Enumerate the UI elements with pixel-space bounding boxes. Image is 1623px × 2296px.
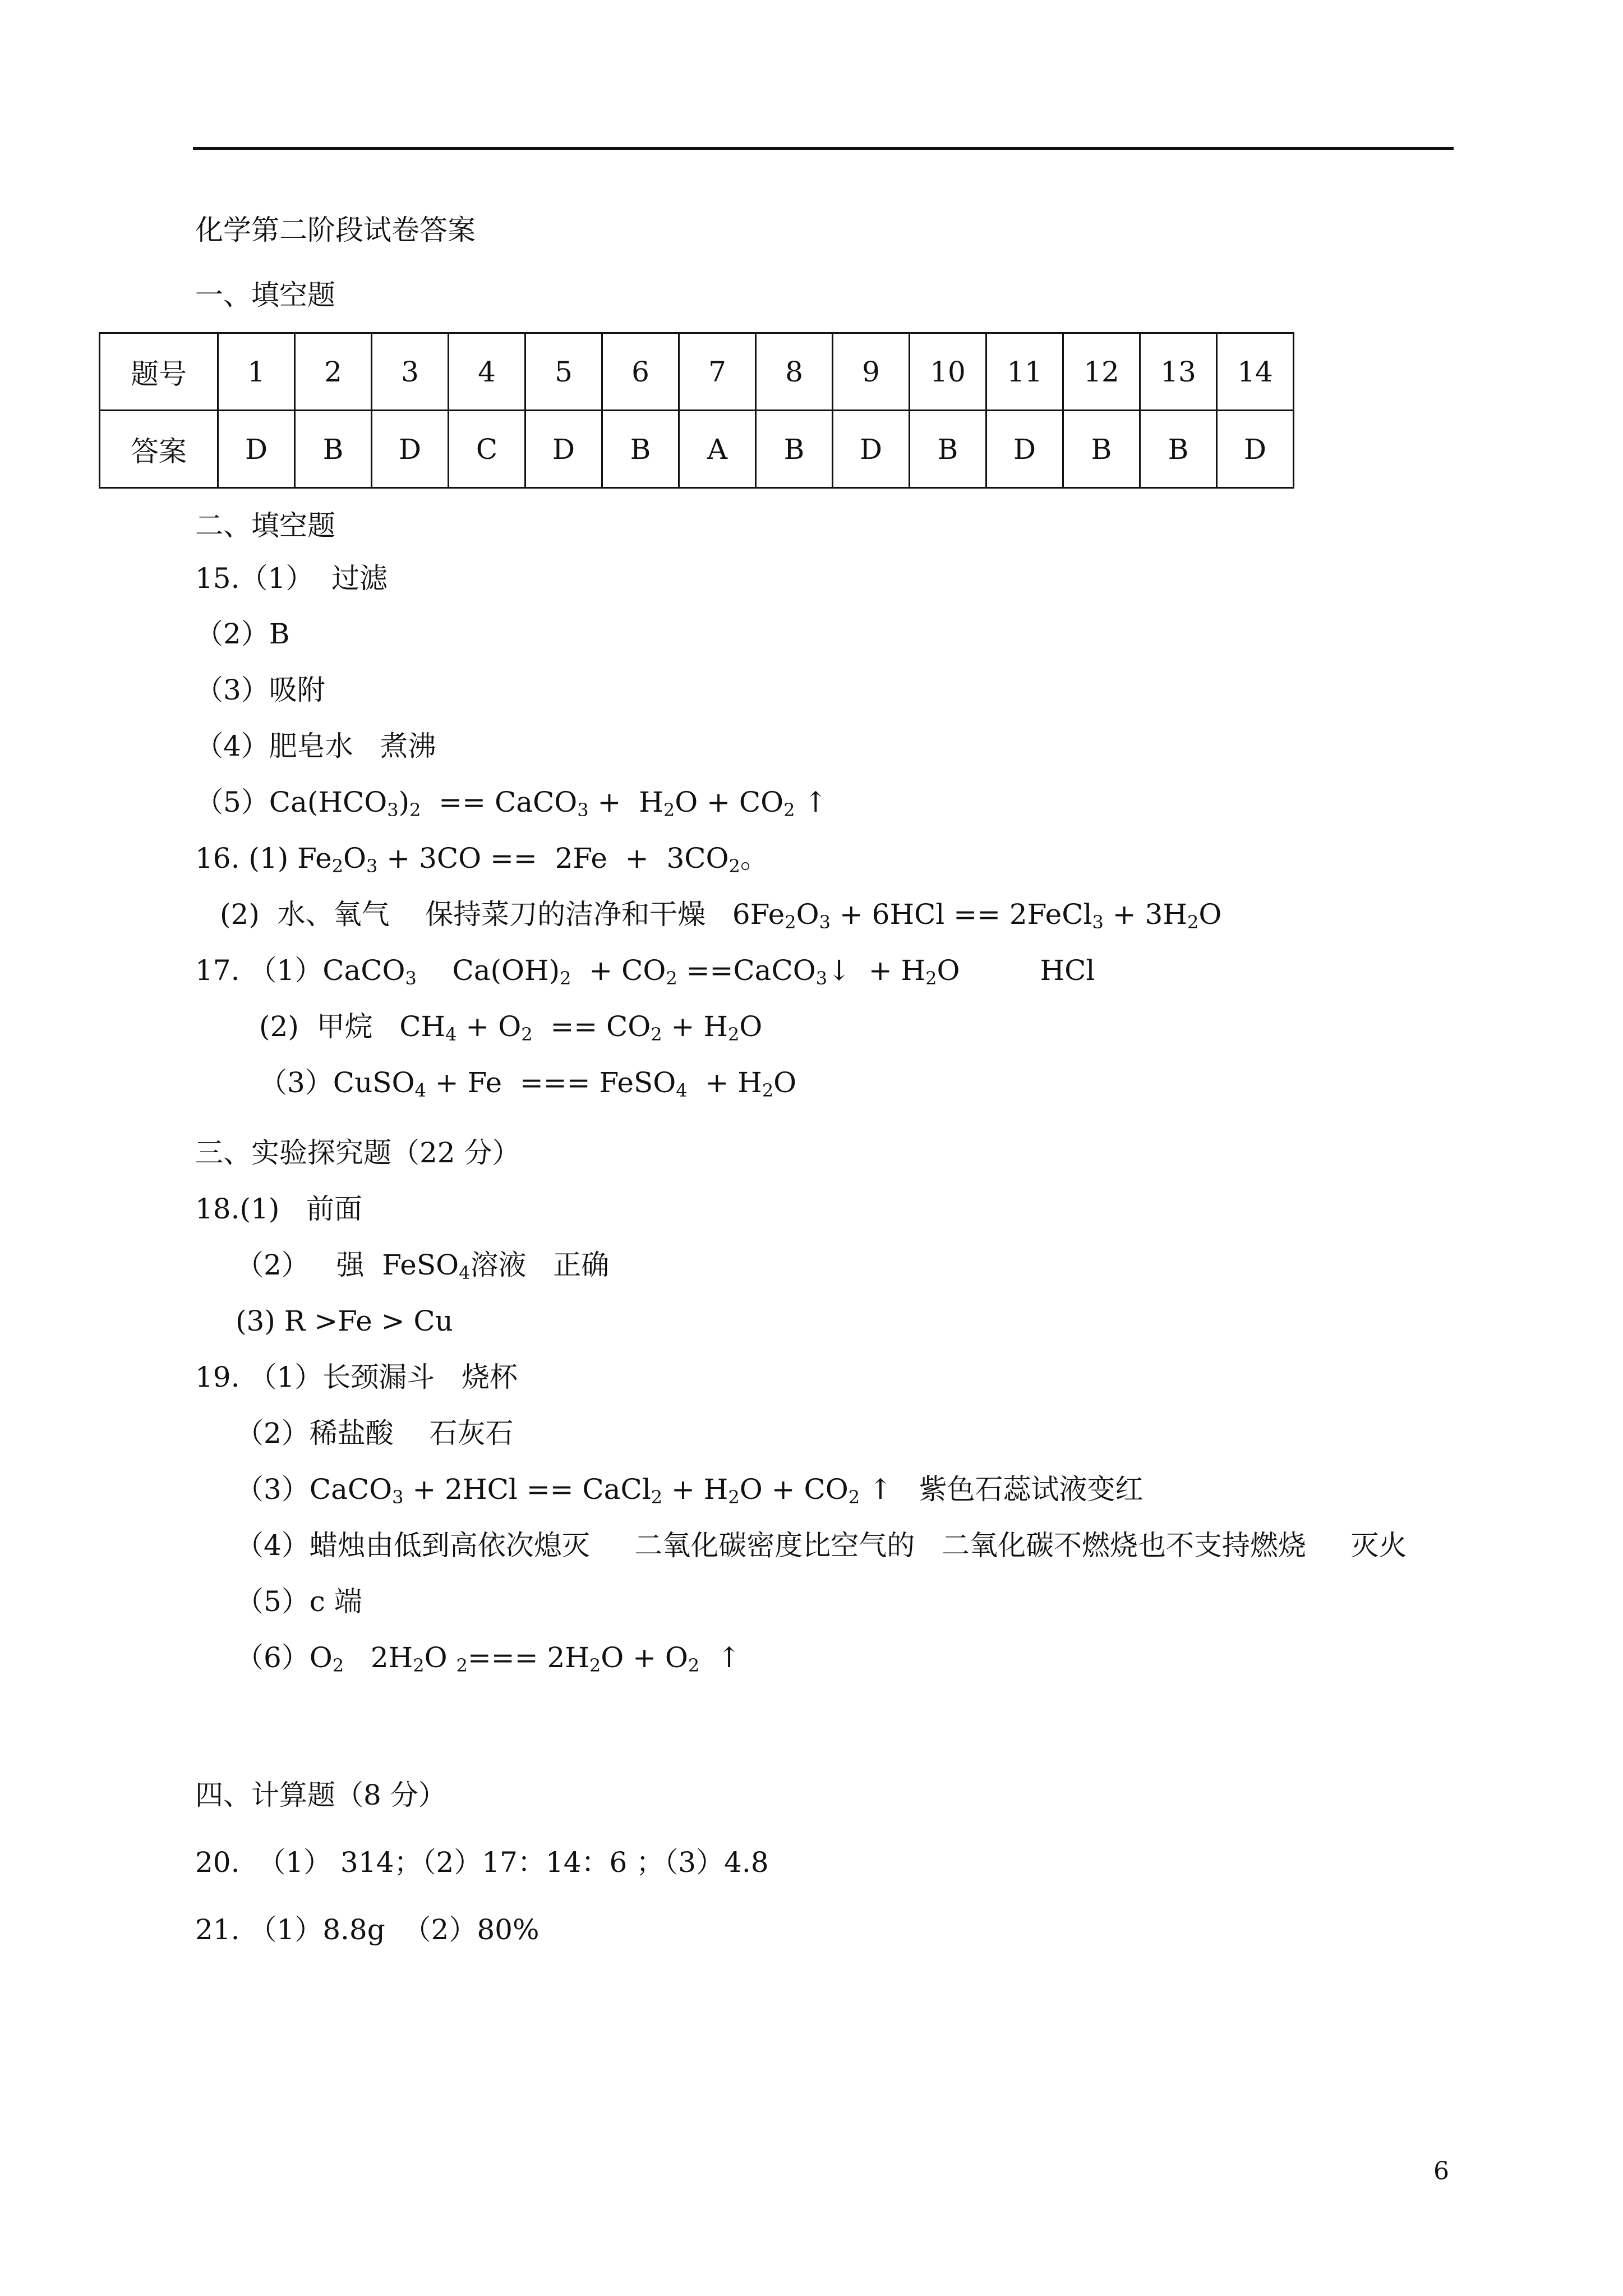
q19-part3: （3）CaCO$_3$ + 2HCl == CaCl$_2$ + $H_2O + CO_2$ ↑ 紫色石蕊试液变红: [236, 1473, 1144, 1508]
table-cell: 6: [602, 333, 679, 411]
q17-part2: (2) 甲烷 $CH_4 + O_2 == CO_2 + H_2O$: [259, 1010, 763, 1045]
table-cell: D: [1217, 411, 1294, 488]
table-cell: C: [449, 411, 525, 488]
table-cell: B: [295, 411, 372, 488]
table-cell: 2: [295, 333, 372, 411]
q17-part3: （3）CuSO$_4$ + Fe === FeSO$_4$ + $H_2O$: [259, 1066, 797, 1101]
q18-part3: (3) R >Fe > Cu: [236, 1305, 453, 1337]
q15-part2: （2）B: [195, 618, 290, 650]
table-cell: D: [525, 411, 602, 488]
table-cell: 7: [679, 333, 756, 411]
q19-part1: 19. （1）长颈漏斗 烧杯: [195, 1361, 518, 1393]
section4-heading: 四、计算题（8 分）: [195, 1779, 446, 1811]
q18-part1: 18.(1) 前面: [195, 1193, 363, 1225]
q16-part1: 16. (1) $Fe_2O_3 + 3CO == 2Fe + 3CO_2$。: [195, 842, 768, 877]
table-cell: 10: [910, 333, 986, 411]
table-cell: 14: [1217, 333, 1294, 411]
table-cell: 12: [1063, 333, 1140, 411]
table-cell: B: [756, 411, 833, 488]
q15-part1: 15.（1） 过滤: [195, 562, 388, 595]
table-cell: 13: [1140, 333, 1217, 411]
table-cell: B: [602, 411, 679, 488]
section2-heading: 二、填空题: [195, 509, 335, 542]
table-cell: 3: [372, 333, 449, 411]
table-cell: B: [910, 411, 986, 488]
document-title: 化学第二阶段试卷答案: [195, 214, 476, 246]
header-rule: [193, 147, 1454, 150]
row-header-number: 题号: [100, 333, 218, 411]
q20: 20. （1） 314；（2）17：14：6 ；（3）4.8: [195, 1846, 769, 1879]
table-cell: D: [986, 411, 1063, 488]
table-row-answers: [100, 411, 1294, 488]
table-cell: B: [1063, 411, 1140, 488]
table-cell: D: [218, 411, 295, 488]
table-cell: 9: [833, 333, 910, 411]
q21: 21. （1）8.8g （2）80%: [195, 1913, 540, 1946]
q19-part2: （2）稀盐酸 石灰石: [236, 1417, 514, 1450]
q19-part6: $(6)O_2$ $2H_2O$ $_2=== 2H_2O + O_2$ ↑: [236, 1641, 741, 1676]
table-cell: D: [372, 411, 449, 488]
section1-heading: 一、填空题: [195, 279, 335, 311]
table-cell: 5: [525, 333, 602, 411]
q16-part2: (2) 水、氧气 保持菜刀的洁净和干燥 $6Fe_2O_3 + 6HCl$ == 2FeCl$_3$ + $3H_2O$: [220, 898, 1222, 933]
row-header-answer: 答案: [100, 411, 218, 488]
table-cell: D: [833, 411, 910, 488]
table-cell: 8: [756, 333, 833, 411]
q19-part5: （5）c 端: [236, 1585, 362, 1618]
answer-table: [99, 332, 1294, 489]
q15-part4: （4）肥皂水 煮沸: [195, 730, 436, 762]
q18-part2: （2） 强 FeSO$_4$溶液 正确: [236, 1249, 610, 1283]
table-cell: 4: [449, 333, 525, 411]
q19-part4: （4）蜡烛由低到高依次熄灭 二氧化碳密度比空气的 二氧化碳不燃烧也不支持燃烧 灭火: [236, 1529, 1407, 1562]
q15-part3: （3）吸附: [195, 674, 325, 706]
table-cell: 11: [986, 333, 1063, 411]
table-cell: B: [1140, 411, 1217, 488]
table-row-numbers: [100, 333, 1294, 411]
q15-part5: $(5)Ca(HCO_3)_2$ == CaCO$_3$ + $H_2O + CO_2$ ↑: [195, 786, 828, 821]
page-number: 6: [1433, 2157, 1449, 2185]
q17-part1: 17. （1）CaCO$_3$ $Ca(OH)_2 + CO_2$ ==CaCO$_3$↓ + $H_2O$ HCl: [195, 954, 1095, 989]
table-cell: 1: [218, 333, 295, 411]
table-cell: A: [679, 411, 756, 488]
section3-heading: 三、实验探究题（22 分）: [195, 1137, 520, 1169]
